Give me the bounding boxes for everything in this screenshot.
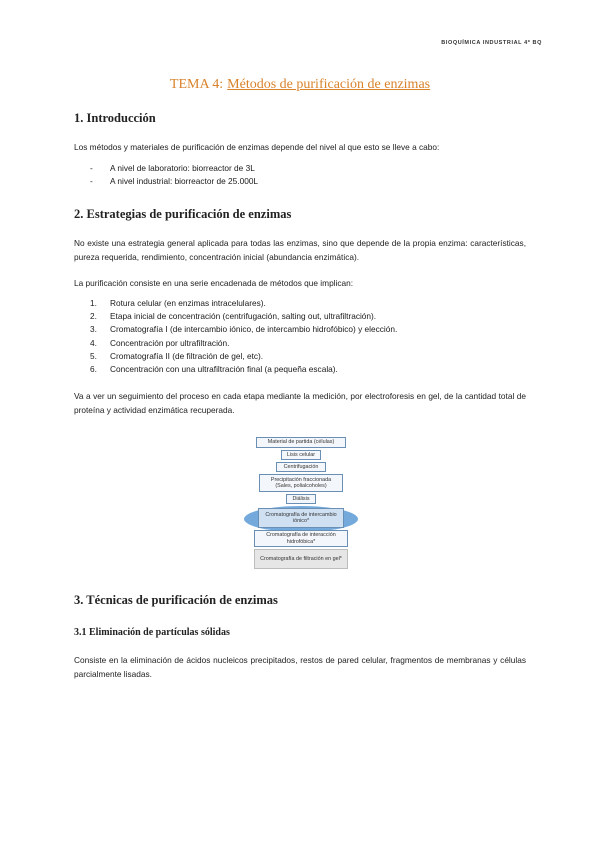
title-prefix: TEMA 4:	[169, 77, 224, 92]
section-3-1-paragraph: Consiste en la eliminación de ácidos nucleicos precipitados, restos de pared celular, fragmentos de membranas y células parcialmente lisadas.	[74, 655, 526, 679]
section-2-steps	[90, 297, 397, 376]
flow-step-box: Diálisis	[286, 494, 316, 504]
section-3-1-heading: 3.1 Eliminación de partículas sólidas	[74, 627, 230, 638]
list-item	[90, 323, 397, 336]
list-item: - A nivel de laboratorio: biorreactor de 3L	[90, 162, 258, 175]
step-text: Concentración con una ultrafiltración final (a pequeña escala).	[110, 364, 338, 375]
step-number: 4.	[90, 337, 97, 348]
section-2-paragraph-2: La purificación consiste en una serie encadenada de métodos que implican:	[74, 278, 354, 288]
section-2-paragraph-3: Va a ver un seguimiento del proceso en cada etapa mediante la medición, por electroforesis en gel, de la cantidad total de proteína y actividad enzimática recuperada.	[74, 391, 526, 415]
flow-step-box: Cromatografía de intercambio iónico*	[258, 508, 344, 528]
section-2-heading: 2. Estrategias de purificación de enzimas	[74, 207, 292, 221]
list-item	[90, 363, 397, 376]
step-text: Cromatografía I (de intercambio iónico, de intercambio hidrofóbico) y elección.	[110, 324, 398, 335]
flow-step-box: Cromatografía de interacción hidrofóbica*	[254, 530, 348, 547]
section-2-paragraph-1: No existe una estrategia general aplicada para todas las enzimas, sino que depende de la propia enzima: características, pureza requerida, rendimiento, concentración inicial (abundancia enzimática).	[74, 238, 526, 262]
section-1-paragraph: Los métodos y materiales de purificación de enzimas depende del nivel al que esto se lleve a cabo:	[74, 142, 440, 152]
purification-flow-diagram	[244, 431, 358, 573]
section-3-heading: 3. Técnicas de purificación de enzimas	[74, 593, 278, 607]
flow-step-box: Cromatografía de filtración en gel*	[254, 549, 348, 569]
list-item	[90, 350, 397, 363]
section-1-bullets	[90, 162, 258, 188]
running-header: BIOQUÍMICA INDUSTRIAL 4º BQ	[441, 40, 542, 46]
flow-step-box: Centrifugación	[276, 462, 326, 472]
list-item	[90, 337, 397, 350]
step-text: Cromatografía II (de filtración de gel, etc).	[110, 350, 264, 361]
step-number: 3.	[90, 324, 97, 335]
step-number: 1.	[90, 298, 97, 308]
step-text: Concentración por ultrafiltración.	[110, 337, 230, 348]
flow-step-box: Precipitación fraccionada (Sales, polialcoholes)	[259, 474, 343, 492]
title-text: Métodos de purificación de enzimas	[227, 77, 431, 92]
flow-step-box: Lisis celular	[281, 450, 321, 460]
list-item	[90, 297, 397, 310]
list-item: - A nivel industrial: biorreactor de 25.000L	[90, 175, 258, 188]
section-1-heading: 1. Introducción	[74, 111, 156, 125]
list-item	[90, 310, 397, 323]
step-text: Rotura celular (en enzimas intracelulares).	[110, 298, 266, 308]
step-number: 5.	[90, 350, 97, 361]
step-number: 6.	[90, 364, 97, 375]
step-text: Etapa inicial de concentración (centrifugación, salting out, ultrafiltración).	[110, 311, 377, 322]
flow-step-box: Material de partida (células)	[256, 437, 346, 448]
step-number: 2.	[90, 311, 97, 322]
page-title	[0, 77, 600, 93]
